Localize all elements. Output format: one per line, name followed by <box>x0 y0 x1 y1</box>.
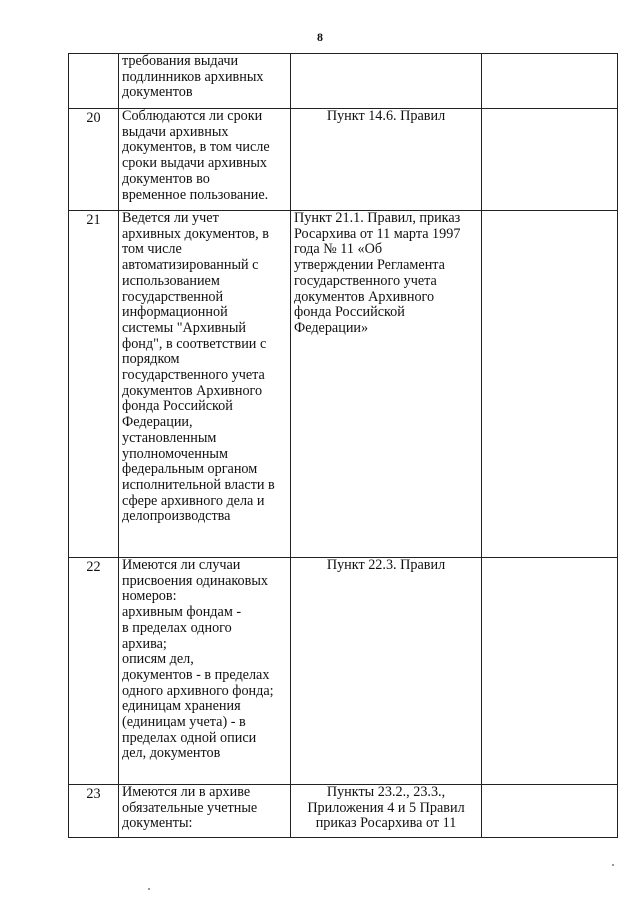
scan-speck <box>612 864 614 866</box>
notes-cell <box>482 785 618 838</box>
row-number-cell: 20 <box>69 109 119 211</box>
table-row <box>69 211 618 558</box>
question-cell: Имеются ли случаи присвоения одинаковых номеров: архивным фондам - в пределах одного архива; описям дел, документов - в пределах одного архивного фонда; единицам хранения (единицам учета) - в пределах одной описи дел, документов <box>119 558 291 785</box>
reference-cell: Пункт 21.1. Правил, приказ Росархива от 11 марта 1997 года № 11 «Об утверждении Регламента государственного учета документов Архивного фонда Российской Федерации» <box>291 211 482 558</box>
notes-cell <box>482 54 618 109</box>
notes-cell <box>482 211 618 558</box>
page-number: 8 <box>317 30 323 44</box>
reference-cell: Пункт 14.6. Правил <box>291 109 482 211</box>
row-number-cell: 21 <box>69 211 119 558</box>
reference-cell: Пункт 22.3. Правил <box>291 558 482 785</box>
reference-cell <box>291 54 482 109</box>
table-row <box>69 558 618 785</box>
scan-speck <box>148 888 150 890</box>
table-row <box>69 54 618 109</box>
notes-cell <box>482 558 618 785</box>
question-cell: Ведется ли учет архивных документов, в том числе автоматизированный с использованием государственной информационной системы "Архивный фонд", в соответствии с порядком государственного учета документов Архивного фонда Российской Федерации, установленным уполномоченным федеральным органом исполнительной власти в сфере архивного дела и делопроизводства <box>119 211 291 558</box>
reference-cell: Пункты 23.2., 23.3., Приложения 4 и 5 Правил приказ Росархива от 11 <box>291 785 482 838</box>
table-row <box>69 109 618 211</box>
row-number-cell <box>69 54 119 109</box>
row-number-cell: 22 <box>69 558 119 785</box>
notes-cell <box>482 109 618 211</box>
question-cell: Соблюдаются ли сроки выдачи архивных документов, в том числе сроки выдачи архивных документов во временное пользование. <box>119 109 291 211</box>
question-cell: Имеются ли в архиве обязательные учетные документы: <box>119 785 291 838</box>
question-cell: требования выдачи подлинников архивных документов <box>119 54 291 109</box>
row-number-cell: 23 <box>69 785 119 838</box>
inspection-checklist-table <box>68 53 618 838</box>
table-row <box>69 785 618 838</box>
